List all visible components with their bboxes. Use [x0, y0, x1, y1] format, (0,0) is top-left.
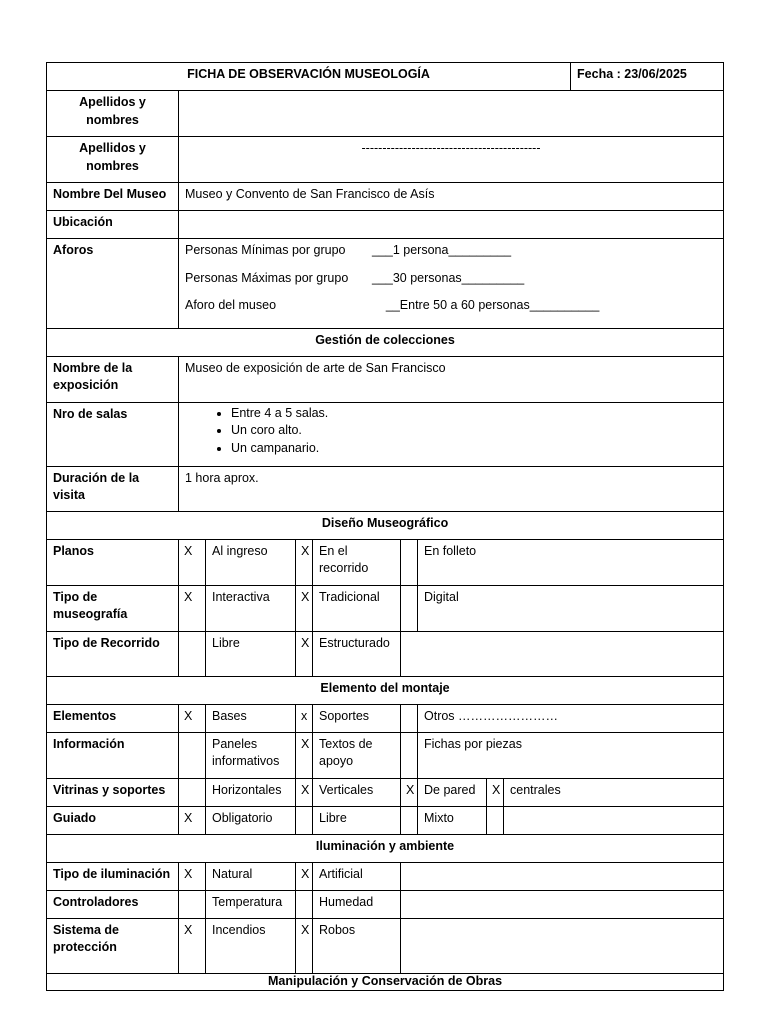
aforo-museo-value[interactable]: __Entre 50 a 60 personas__________: [372, 298, 600, 312]
aforo-maximo: [185, 270, 717, 298]
observation-form: [46, 62, 724, 991]
proteccion-mark-1[interactable]: X: [179, 918, 206, 973]
planos-option-1: Al ingreso: [206, 539, 296, 585]
informacion-label: Información: [47, 732, 179, 778]
guiado-mark-1[interactable]: X: [179, 806, 206, 834]
tipo-museografia-mark-3[interactable]: [401, 585, 418, 631]
exposicion-label: Nombre de la exposición: [47, 356, 179, 402]
elementos-mark-3[interactable]: [401, 704, 418, 732]
controladores-option-1: Temperatura: [206, 890, 296, 918]
salas-field: [179, 402, 724, 466]
proteccion-option-1: Incendios: [206, 918, 296, 973]
section-montaje: Elemento del montaje: [47, 676, 724, 704]
guiado-mark-2[interactable]: [296, 806, 313, 834]
museo-label: Nombre Del Museo: [47, 183, 179, 211]
vitrinas-mark-4[interactable]: X: [487, 778, 504, 806]
tipo-iluminacion-mark-1[interactable]: X: [179, 862, 206, 890]
apellidos-field-2[interactable]: -------------------------------------------: [179, 137, 724, 183]
elementos-label: Elementos: [47, 704, 179, 732]
elementos-mark-2[interactable]: x: [296, 704, 313, 732]
tipo-iluminacion-option-1: Natural: [206, 862, 296, 890]
guiado-mark-4[interactable]: [487, 806, 504, 834]
tipo-recorrido-mark-2[interactable]: X: [296, 631, 313, 676]
proteccion-mark-2[interactable]: X: [296, 918, 313, 973]
planos-option-2: En el recorrido: [313, 539, 401, 585]
tipo-recorrido-label: Tipo de Recorrido: [47, 631, 179, 676]
aforo-museo: [185, 297, 717, 325]
informacion-option-2: Textos de apoyo: [313, 732, 401, 778]
elementos-mark-1[interactable]: X: [179, 704, 206, 732]
informacion-option-3: Fichas por piezas: [418, 732, 724, 778]
vitrinas-option-3: De pared: [418, 778, 487, 806]
tipo-museografia-mark-1[interactable]: X: [179, 585, 206, 631]
aforo-maximo-label: Personas Máximas por grupo: [185, 270, 349, 285]
vitrinas-label: Vitrinas y soportes: [47, 778, 179, 806]
tipo-recorrido-option-3[interactable]: [401, 631, 724, 676]
list-item: • Entre 4 a 5 salas.: [231, 405, 717, 423]
guiado-option-3: Mixto: [418, 806, 487, 834]
form-title: FICHA DE OBSERVACIÓN MUSEOLOGÍA: [47, 63, 571, 91]
salas-list: [185, 405, 717, 458]
tipo-museografia-option-2: Tradicional: [313, 585, 401, 631]
informacion-option-1: Paneles informativos: [206, 732, 296, 778]
aforo-minimo-label: Personas Mínimas por grupo: [185, 243, 346, 257]
tipo-recorrido-option-2: Estructurado: [313, 631, 401, 676]
proteccion-label: Sistema de protección: [47, 918, 179, 973]
list-item: • Un campanario.: [231, 440, 717, 458]
tipo-recorrido-mark-1[interactable]: [179, 631, 206, 676]
tipo-recorrido-option-1: Libre: [206, 631, 296, 676]
aforo-minimo: [185, 242, 717, 270]
tipo-iluminacion-mark-2[interactable]: X: [296, 862, 313, 890]
guiado-label: Guiado: [47, 806, 179, 834]
controladores-mark-1[interactable]: [179, 890, 206, 918]
apellidos-label-1: Apellidos y nombres: [47, 91, 179, 137]
vitrinas-mark-2[interactable]: X: [296, 778, 313, 806]
guiado-mark-3[interactable]: [401, 806, 418, 834]
vitrinas-option-4: centrales: [504, 778, 724, 806]
duracion-label: Duración de la visita: [47, 466, 179, 511]
museo-field[interactable]: Museo y Convento de San Francisco de Asís: [179, 183, 724, 211]
aforos-field: [179, 239, 724, 329]
controladores-mark-2[interactable]: [296, 890, 313, 918]
tipo-iluminacion-option-3[interactable]: [401, 862, 724, 890]
guiado-option-4: [504, 806, 724, 834]
ubicacion-label: Ubicación: [47, 211, 179, 239]
section-iluminacion: Iluminación y ambiente: [47, 834, 724, 862]
planos-mark-3[interactable]: [401, 539, 418, 585]
controladores-option-3[interactable]: [401, 890, 724, 918]
controladores-label: Controladores: [47, 890, 179, 918]
duracion-field[interactable]: 1 hora aprox.: [179, 466, 724, 511]
informacion-mark-3[interactable]: [401, 732, 418, 778]
aforo-maximo-value[interactable]: ___30 personas_________: [372, 270, 525, 285]
proteccion-option-2: Robos: [313, 918, 401, 973]
vitrinas-option-2: Verticales: [313, 778, 401, 806]
apellidos-field-1[interactable]: [179, 91, 724, 137]
tipo-iluminacion-option-2: Artificial: [313, 862, 401, 890]
tipo-museografia-mark-2[interactable]: X: [296, 585, 313, 631]
elementos-option-1: Bases: [206, 704, 296, 732]
tipo-museografia-label: Tipo de museografía: [47, 585, 179, 631]
section-manipulacion: Manipulación y Conservación de Obras: [47, 973, 724, 990]
vitrinas-mark-3[interactable]: X: [401, 778, 418, 806]
list-item: • Un coro alto.: [231, 422, 717, 440]
planos-mark-1[interactable]: X: [179, 539, 206, 585]
form-date: Fecha : 23/06/2025: [571, 63, 724, 91]
planos-option-3: En folleto: [418, 539, 724, 585]
controladores-option-2: Humedad: [313, 890, 401, 918]
tipo-museografia-option-1: Interactiva: [206, 585, 296, 631]
informacion-mark-2[interactable]: X: [296, 732, 313, 778]
apellidos-label-2: Apellidos y nombres: [47, 137, 179, 183]
aforos-label: Aforos: [47, 239, 179, 329]
ubicacion-field[interactable]: [179, 211, 724, 239]
planos-label: Planos: [47, 539, 179, 585]
aforo-minimo-value[interactable]: ___1 persona_________: [372, 243, 512, 257]
informacion-mark-1[interactable]: [179, 732, 206, 778]
section-gestion: Gestión de colecciones: [47, 328, 724, 356]
elementos-option-3: Otros ……………………: [418, 704, 724, 732]
section-diseno: Diseño Museográfico: [47, 511, 724, 539]
elementos-option-2: Soportes: [313, 704, 401, 732]
exposicion-field[interactable]: Museo de exposición de arte de San Francisco: [179, 356, 724, 402]
planos-mark-2[interactable]: X: [296, 539, 313, 585]
vitrinas-mark-1[interactable]: [179, 778, 206, 806]
proteccion-option-3[interactable]: [401, 918, 724, 973]
vitrinas-option-1: Horizontales: [206, 778, 296, 806]
guiado-option-1: Obligatorio: [206, 806, 296, 834]
tipo-museografia-option-3: Digital: [418, 585, 724, 631]
tipo-iluminacion-label: Tipo de iluminación: [47, 862, 179, 890]
salas-label: Nro de salas: [47, 402, 179, 466]
aforo-museo-label: Aforo del museo: [185, 298, 277, 312]
guiado-option-2: Libre: [313, 806, 401, 834]
